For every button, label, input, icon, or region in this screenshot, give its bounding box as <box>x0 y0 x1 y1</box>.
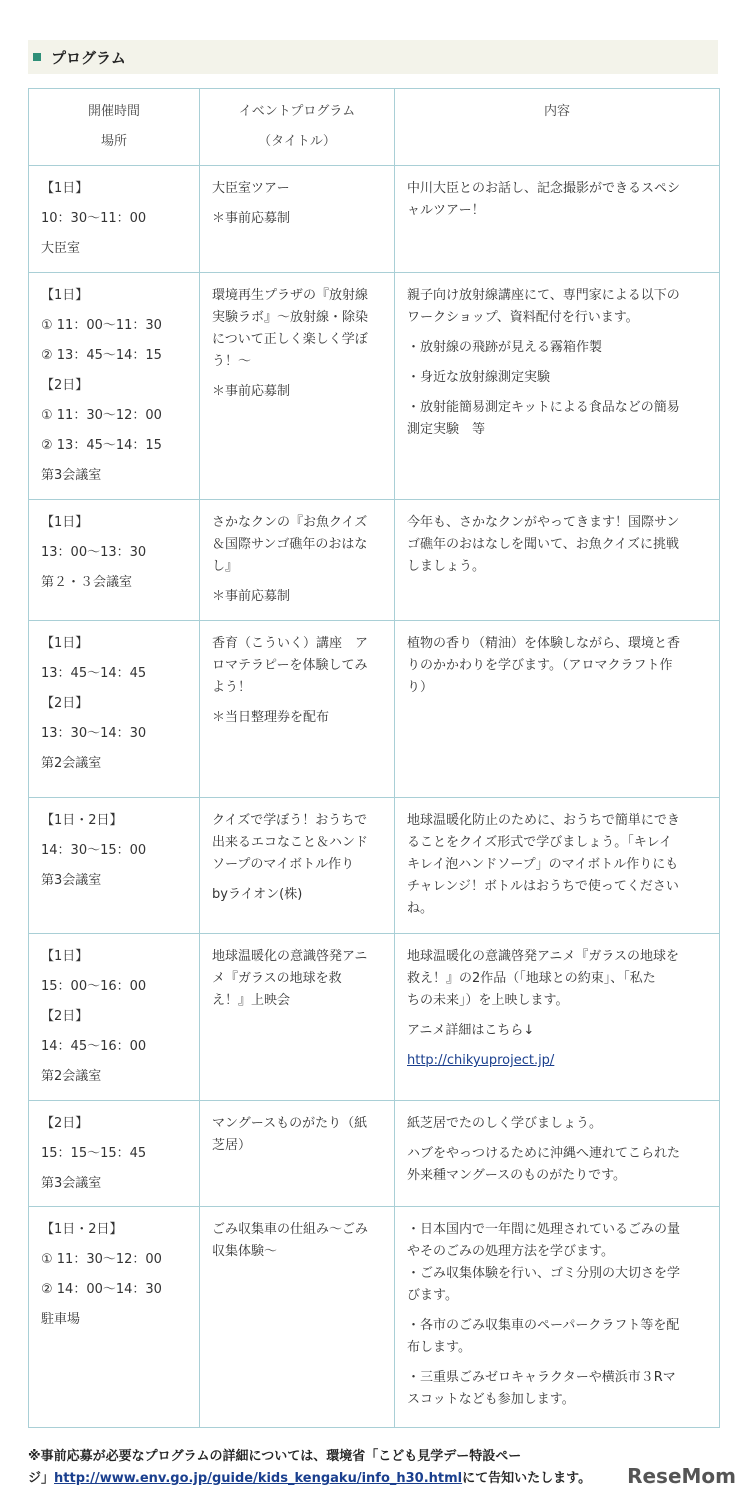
table-row <box>29 1207 720 1428</box>
table-row <box>29 273 720 500</box>
cell-content-line: 救え！』の2作品（「地球との約束」、「私た <box>407 971 656 986</box>
cell-content-line: りのかかわりを学びます。（アロマクラフト作 <box>407 658 673 673</box>
table-row <box>29 934 720 1101</box>
square-bullet-icon <box>33 53 41 61</box>
cell-time-place-line: 13：45〜14：45 <box>41 666 147 681</box>
cell-program-title <box>200 500 395 621</box>
cell-content <box>395 1207 720 1428</box>
cell-content-line: ・ごみ収集体験を行い、ゴミ分別の大切さを学 <box>407 1266 681 1281</box>
cell-time-place <box>29 934 200 1101</box>
cell-time-place-line: 13：30〜14：30 <box>41 726 147 741</box>
cell-time-place-line: ② 14：00〜14：30 <box>41 1282 162 1297</box>
cell-program-title-line <box>212 373 382 381</box>
cell-program-title-line: について正しく楽しく学ぼ <box>212 332 368 347</box>
cell-program-title-line <box>212 578 382 586</box>
table-row <box>29 1101 720 1207</box>
cell-time-place-line: 14：45〜16：00 <box>41 1039 147 1054</box>
cell-program-title-line: byライオン(株) <box>212 887 303 902</box>
cell-time-place <box>29 1207 200 1428</box>
cell-content-line <box>407 389 707 397</box>
cell-program-title-line: マングースものがたり（紙 <box>212 1116 368 1131</box>
cell-time-place-line: ② 13：45〜14：15 <box>41 348 162 363</box>
table-header-row <box>29 89 720 166</box>
section-header <box>28 40 718 74</box>
cell-time-place-line: 【2日】 <box>41 1009 89 1024</box>
header-content: 内容 <box>395 89 720 166</box>
cell-time-place <box>29 500 200 621</box>
footer-line-2: ジ」http://www.env.go.jp/guide/kids_kengaku/info_h30.htmlにて告知いたします。 <box>28 1471 592 1486</box>
table-row <box>29 621 720 798</box>
cell-program-title-line: う！〜 <box>212 354 252 369</box>
cell-content-line: ・各市のごみ収集車のペーパークラフト等を配 <box>407 1318 680 1333</box>
cell-time-place-line: 【2日】 <box>41 696 89 711</box>
cell-time-place-line: ① 11：30〜12：00 <box>41 1252 162 1267</box>
cell-program-title-line: ＊当日整理券を配布 <box>212 710 330 725</box>
cell-time-place-line: 【1日】 <box>41 636 89 651</box>
cell-program-title-line: よう！ <box>212 680 252 695</box>
cell-time-place-line: 【1日】 <box>41 515 89 530</box>
cell-time-place-line: 13：00〜13：30 <box>41 545 147 560</box>
cell-content-line: ・放射能簡易測定キットによる食品などの簡易 <box>407 400 680 415</box>
cell-time-place-line: 第２・３会議室 <box>41 575 133 590</box>
cell-program-title-line: し』 <box>212 559 239 574</box>
cell-program-title <box>200 273 395 500</box>
cell-content-line: しましょう。 <box>407 559 486 574</box>
cell-time-place-line: 【1日】 <box>41 288 89 303</box>
cell-program-title-line: 収集体験〜 <box>212 1244 278 1259</box>
cell-content-line: ね。 <box>407 901 434 916</box>
cell-content-line <box>407 1307 707 1315</box>
cell-content-line: ちの未来」）を上映します。 <box>407 993 569 1008</box>
cell-content-line <box>407 1012 707 1020</box>
cell-content-line <box>407 1042 707 1050</box>
cell-content-line: やそのごみの処理方法を学びます。 <box>407 1244 614 1259</box>
cell-program-title-line: ロマテラピーを体験してみ <box>212 658 368 673</box>
cell-program-title-line: ソープのマイボトル作り <box>212 857 355 872</box>
footer-note <box>28 1446 728 1490</box>
cell-time-place <box>29 798 200 934</box>
table-row <box>29 500 720 621</box>
cell-content-line: 親子向け放射線講座にて、専門家による以下の <box>407 288 680 303</box>
cell-program-title-line: ＊事前応募制 <box>212 211 291 226</box>
cell-content-line: ・日本国内で一年間に処理されているごみの量 <box>407 1222 681 1237</box>
cell-program-title-line: ＆国際サンゴ礁年のおはな <box>212 537 368 552</box>
cell-time-place-line: 大臣室 <box>41 241 81 256</box>
cell-time-place-line: 第3会議室 <box>41 1176 102 1191</box>
cell-time-place <box>29 1101 200 1207</box>
cell-program-title <box>200 621 395 798</box>
cell-content-line: びます。 <box>407 1288 458 1303</box>
cell-content-line: 測定実験 等 <box>407 422 486 437</box>
cell-program-title-line: 出来るエコなこと＆ハンド <box>212 835 369 850</box>
cell-content-line: ることをクイズ形式で学びましょう。「キレイ <box>407 835 672 850</box>
cell-program-title <box>200 934 395 1101</box>
cell-content-line <box>407 359 707 367</box>
cell-content-line: ャルツアー！ <box>407 203 485 218</box>
cell-time-place-line: ① 11：30〜12：00 <box>41 408 162 423</box>
cell-program-title <box>200 798 395 934</box>
header-program-title: イベントプログラム （タイトル） <box>200 89 395 166</box>
cell-content-line: ・三重県ごみゼロキャラクターや横浜市３Rマ <box>407 1370 676 1385</box>
cell-time-place-line: 【2日】 <box>41 378 89 393</box>
cell-content-line: キレイ泡ハンドソープ」のマイボトル作りにも <box>407 857 679 872</box>
cell-time-place-line: 【2日】 <box>41 1116 89 1131</box>
cell-time-place <box>29 166 200 273</box>
cell-time-place <box>29 621 200 798</box>
cell-content <box>395 934 720 1101</box>
cell-content-line: 中川大臣とのお話し、記念撮影ができるスペシ <box>407 181 681 196</box>
cell-time-place-line: ① 11：00〜11：30 <box>41 318 162 333</box>
cell-content-line: ハブをやっつけるために沖縄へ連れてこられた <box>407 1146 681 1161</box>
cell-program-title-line: え！』上映会 <box>212 993 291 1008</box>
cell-program-title-line: ごみ収集車の仕組み〜ごみ <box>212 1222 369 1237</box>
cell-time-place-line: 【1日】 <box>41 181 89 196</box>
cell-content-line: 今年も、さかなクンがやってきます！国際サン <box>407 515 680 530</box>
cell-content-line: 地球温暖化の意識啓発アニメ『ガラスの地球を <box>407 949 679 964</box>
cell-program-title-line: 地球温暖化の意識啓発アニ <box>212 949 368 964</box>
cell-time-place-line: 第2会議室 <box>41 1069 102 1084</box>
cell-content <box>395 621 720 798</box>
cell-content-line: スコットなども参加します。 <box>407 1392 575 1407</box>
cell-program-title-line: さかなクンの『お魚クイズ <box>212 515 368 530</box>
cell-time-place-line: 【1日・2日】 <box>41 1222 123 1237</box>
cell-content-line: ワークショップ、資料配付を行います。 <box>407 310 639 325</box>
header-time-place: 開催時間 場所 <box>29 89 200 166</box>
cell-time-place-line: 14：30〜15：00 <box>41 843 147 858</box>
cell-program-title-line <box>212 200 382 208</box>
cell-content-line <box>407 329 707 337</box>
cell-content-line: 植物の香り（精油）を体験しながら、環境と香 <box>407 636 681 651</box>
footer-link[interactable]: http://www.env.go.jp/guide/kids_kengaku/info_h30.html <box>54 1471 463 1486</box>
cell-content-line: アニメ詳細はこちら↓ <box>407 1023 535 1038</box>
cell-time-place-line: 第3会議室 <box>41 468 102 483</box>
cell-program-title-line: 実験ラボ』〜放射線・除染 <box>212 310 369 325</box>
cell-program-title <box>200 1101 395 1207</box>
cell-program-title <box>200 1207 395 1428</box>
cell-time-place-line: 10：30〜11：00 <box>41 211 147 226</box>
cell-content <box>395 1101 720 1207</box>
cell-time-place-line: 第3会議室 <box>41 873 102 888</box>
cell-content-line: ・放射線の飛跡が見える霧箱作製 <box>407 340 603 355</box>
cell-content-line: り） <box>407 680 434 695</box>
cell-time-place-line: 15：00〜16：00 <box>41 979 147 994</box>
cell-content-line: 地球温暖化防止のために、おうちで簡単にでき <box>407 813 680 828</box>
cell-content-line: 外来種マングースのものがたりです。 <box>407 1168 627 1183</box>
cell-program-title-line <box>212 876 382 884</box>
cell-program-title-line: 環境再生プラザの『放射線 <box>212 288 369 303</box>
cell-content <box>395 500 720 621</box>
cell-time-place-line: ② 13：45〜14：15 <box>41 438 162 453</box>
table-row <box>29 798 720 934</box>
cell-content-line: ・身近な放射線測定実験 <box>407 370 551 385</box>
cell-time-place-line: 第2会議室 <box>41 756 102 771</box>
anime-detail-link[interactable]: http://chikyuproject.jp/ <box>407 1053 555 1068</box>
program-table <box>28 88 720 1428</box>
cell-time-place-line: 駐車場 <box>41 1312 81 1327</box>
cell-time-place-line: 【1日】 <box>41 949 89 964</box>
footer-line-1: ※事前応募が必要なプログラムの詳細については、環境省「こども見学デー特設ペー <box>28 1449 522 1464</box>
cell-content <box>395 166 720 273</box>
cell-program-title-line: 香育（こういく）講座 ア <box>212 636 369 651</box>
cell-content-line <box>407 1359 707 1367</box>
table-row <box>29 166 720 273</box>
section-title: プログラム <box>51 48 126 67</box>
cell-program-title-line: ＊事前応募制 <box>212 384 291 399</box>
cell-program-title-line: クイズで学ぼう！おうちで <box>212 813 368 828</box>
cell-content-line: ゴ礁年のおはなしを聞いて、お魚クイズに挑戦 <box>407 537 679 552</box>
cell-content <box>395 798 720 934</box>
cell-time-place-line: 【1日・2日】 <box>41 813 123 828</box>
cell-content-line: チャレンジ！ボトルはおうちで使ってください <box>407 879 679 894</box>
cell-content <box>395 273 720 500</box>
resemom-logo: ReseMom <box>627 1464 736 1488</box>
cell-program-title-line: メ『ガラスの地球を救 <box>212 971 342 986</box>
cell-time-place-line: 15：15〜15：45 <box>41 1146 147 1161</box>
cell-program-title-line: 芝居） <box>212 1138 252 1153</box>
cell-content-line: 紙芝居でたのしく学びましょう。 <box>407 1116 603 1131</box>
cell-program-title <box>200 166 395 273</box>
cell-program-title-line: ＊事前応募制 <box>212 589 291 604</box>
cell-content-line <box>407 1135 707 1143</box>
cell-content-line: 布します。 <box>407 1340 471 1355</box>
cell-program-title-line: 大臣室ツアー <box>212 181 290 196</box>
cell-time-place <box>29 273 200 500</box>
cell-program-title-line <box>212 699 382 707</box>
